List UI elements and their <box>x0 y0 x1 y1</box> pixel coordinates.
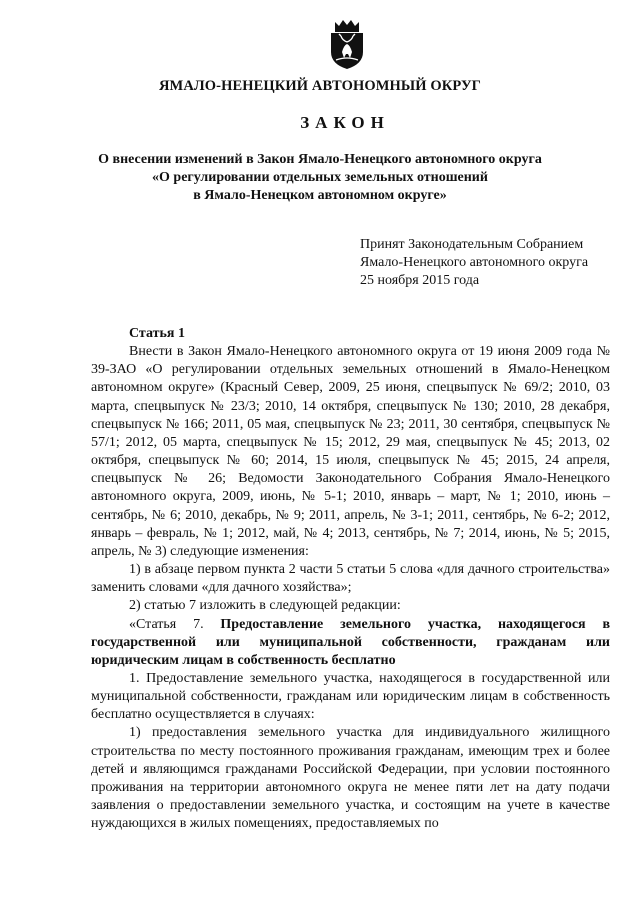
adoption-note <box>360 236 588 290</box>
law-body <box>91 325 610 833</box>
subject-line: в Ямало-Ненецком автономном округе» <box>193 188 447 203</box>
subject-line: О внесении изменений в Закон Ямало-Ненецкого автономного округа <box>98 152 542 167</box>
article-heading: Статья 1 <box>129 326 185 341</box>
amendment-item-1: 1) в абзаце первом пункта 2 части 5 статьи 5 слова «для дачного строительства» заменить словами «для дачного хозяйства»; <box>91 562 610 596</box>
law-subject <box>60 151 580 205</box>
article-7-prefix: «Статья 7. <box>129 616 204 632</box>
subject-line: «О регулировании отдельных земельных отношений <box>152 170 488 185</box>
subpoint-1: 1) предоставления земельного участка для индивидуального жилищного строительства по месту постоянного проживания гражданам, имеющим трех и более детей и являющимся гражданами Российской Федерации, при условии постоянного проживания на территории автономного округа не менее пяти лет на дату подачи заявления о предоставлении земельного участка, и состоящим на учете в качестве нуждающихся в жилых помещениях, предоставляемых по <box>91 725 610 832</box>
article-7-heading <box>91 616 610 670</box>
document-type: ЗАКОН <box>300 113 390 132</box>
amendment-item-2: 2) статью 7 изложить в следующей редакции: <box>129 598 401 614</box>
adoption-date: 25 ноября 2015 года <box>360 273 480 288</box>
article-7-title: Предоставление земельного участка, находящегося в государственной или муниципальной собственности, гражданам или юридическим лицам в собственность бесплатно <box>91 616 610 668</box>
adoption-line: Принят Законодательным Собранием <box>360 237 584 252</box>
point-1: 1. Предоставление земельного участка, находящегося в государственной или муниципальной собственности, гражданам или юридическим лицам в собственность бесплатно осуществляется в случаях: <box>91 670 610 723</box>
adoption-line: Ямало-Ненецкого автономного округа <box>360 255 589 270</box>
coat-of-arms-emblem <box>328 18 366 70</box>
intro-paragraph: Внести в Закон Ямало-Ненецкого автономного округа от 19 июня 2009 года № 39-ЗАО «О регулировании отдельных земельных отношений в Ямало-Ненецком автономном округе» (Красный Север, 2009, 25 июня, спецвыпуск № 69/2; 2010, 03 марта, спецвыпуск № 23/3; 2010, 14 октября, спецвыпуск № 130; 2010, 28 декабря, спецвыпуск № 166; 2011, 05 мая, спецвыпуск № 23; 2011, 30 сентября, спецвыпуск № 57/1; 2012, 05 марта, спецвыпуск № 15; 2012, 29 мая, спецвыпуск № 45; 2013, 02 октября, спецвыпуск № 60; 2014, 15 июля, спецвыпуск № 45; 2015, 24 апреля, спецвыпуск № 26; Ведомости Законодательного Собрания Ямало-Ненецкого автономного округа, 2009, июнь, № 5-1; 2010, январь – март, № 1; 2010, июнь – сентябрь, № 6; 2010, декабрь, № 9; 2011, апрель, № 3-1; 2011, сентябрь, № 6-2; 2012, январь – февраль, № 1; 2012, май, № 4; 2013, сентябрь, № 7; 2014, июнь, № 5; 2015, апрель, № 3) следующие изменения: <box>91 344 610 559</box>
region-name: ЯМАЛО-НЕНЕЦКИЙ АВТОНОМНЫЙ ОКРУГ <box>158 78 482 94</box>
